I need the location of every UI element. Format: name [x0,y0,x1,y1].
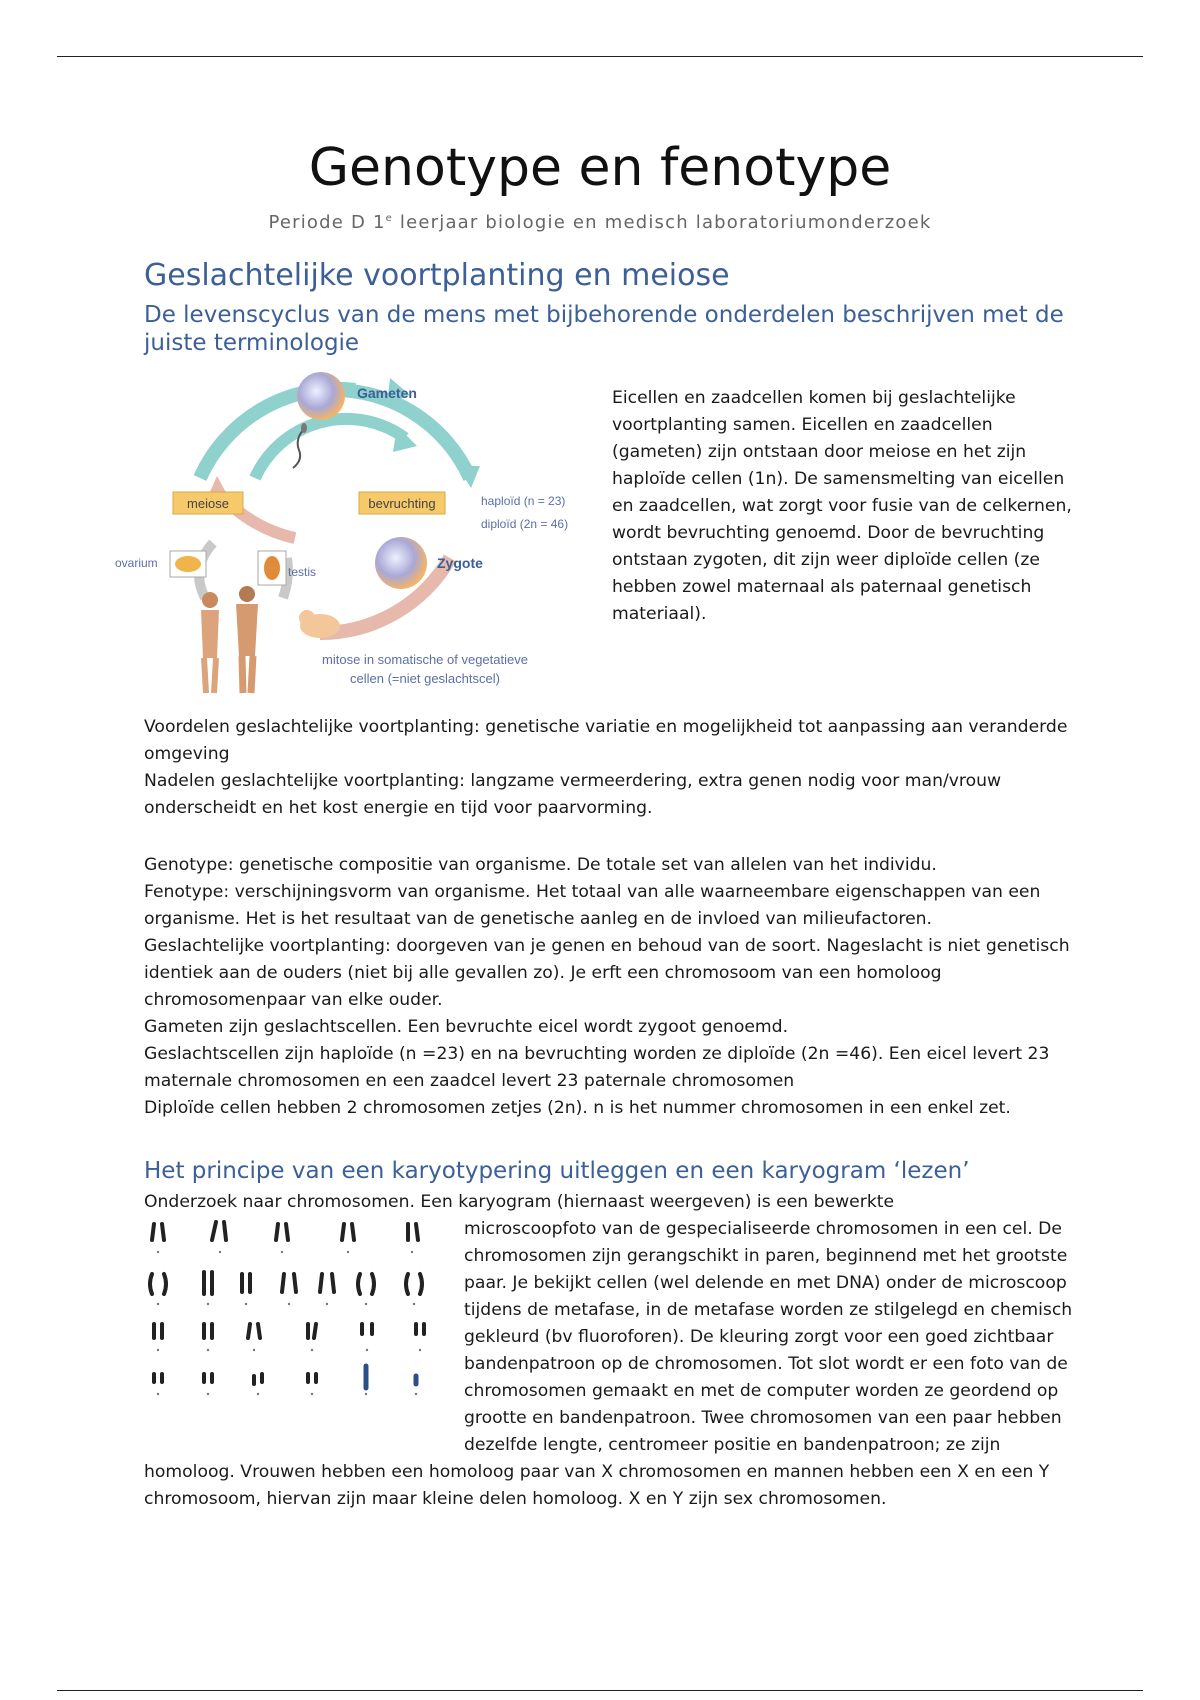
paragraph: Fenotype: verschijningsvorm van organisme. Het totaal van alle waarneembare eigenschappen van een organisme. Het is het resultaat van de genetische aanleg en de invloed van milieufactoren. [144,882,1041,929]
document-title: Genotype en fenotype [308,138,892,198]
svg-text:mitose in somatische of vegeta: mitose in somatische of vegetatieve [322,652,528,667]
zygote-cell [375,537,427,589]
definitions-block [144,852,1074,1122]
svg-text:testis: testis [288,565,317,579]
karyotype-text: microscoopfoto van de gespecialiseerde chromosomen in een cel. De chromosomen zijn gerangschikt in paren, beginnend met het grootste paar. Je bekijkt cellen (wel delende en met DNA) onder de microscoop tijdens de metafase, in de metafase worden ze stilgelegd en chemisch gekleurd (bv fluoroforen). De kleuring zorgt voor een goed zichtbaar bandenpatroon op de chromosomen. Tot slot wordt er een foto van de chromosomen gemaakt en met de computer worden ze geordend op grootte en bandenpatroon. Twee chromosomen van een paar hebben dezelfde lengte, centromeer positie en bandenpatroon; ze zijn homoloog. Vrouwen hebben een homoloog paar van X chromosomen en mannen hebben een X en een Y chromosoom, hiervan zijn maar kleine delen homoloog. X en Y zijn sex chromosomen. [144,1219,1073,1509]
pros-cons-block [144,714,1074,822]
section-heading-meiose: Geslachtelijke voortplanting en meiose [144,258,730,293]
svg-text:bevruchting: bevruchting [368,496,436,511]
paragraph: Genotype: genetische compositie van organisme. De totale set van allelen van het individu. [144,855,937,875]
paragraph: Voordelen geslachtelijke voortplanting: genetische variatie en mogelijkheid tot aanpassing aan veranderde omgeving [144,717,1068,764]
lifecycle-description: Eicellen en zaadcellen komen bij geslachtelijke voortplanting samen. Eicellen en zaadcellen (gameten) zijn ontstaan door meiose en het zijn haploïde cellen (1n). De samensmelting van eicellen en zaadcellen, wat zorgt voor fusie van de celkernen, wordt bevruchting genoemd. Door de bevruchting ontstaan zygoten, dit zijn weer diploïde cellen (ze hebben zowel maternaal als paternaal genetisch materiaal). [612,388,1072,624]
gameten-cell [297,372,345,420]
arrowhead [457,466,480,488]
svg-text:ovarium: ovarium [115,556,158,570]
svg-text:cellen (=niet geslachtscel): cellen (=niet geslachtscel) [350,671,500,686]
svg-text:meiose: meiose [187,496,229,511]
section-subheading-levenscyclus: De levenscyclus van de mens met bijbehorende onderdelen beschrijven met de juiste terminologie [144,302,1064,356]
karyotype-intro: Onderzoek naar chromosomen. Een karyogram (hiernaast weergeven) is een bewerkte [144,1192,895,1212]
inner-cycle-arrow [255,419,405,478]
paragraph: Diploïde cellen hebben 2 chromosomen zetjes (2n). n is het nummer chromosomen in een enkel zet. [144,1098,1011,1118]
woman-figure [201,592,219,693]
section-heading-karyotypering: Het principe van een karyotypering uitleggen en een karyogram ‘lezen’ [144,1158,970,1184]
document-subtitle: Periode D 1e leerjaar biologie en medisch laboratoriumonderzoek [268,212,932,233]
paragraph: Geslachtscellen zijn haploïde (n =23) en na bevruchting worden ze diploïde (2n =46). Een eicel levert 23 maternale chromosomen en een zaadcel levert 23 paternale chromosomen [144,1044,1050,1091]
lifecycle-figure [105,368,595,698]
paragraph: Gameten zijn geslachtscellen. Een bevruchte eicel wordt zygoot genoemd. [144,1017,789,1037]
paragraph: Nadelen geslachtelijke voortplanting: langzame vermeerdering, extra genen nodig voor man/vrouw onderscheidt en het kost energie en tijd voor paarvorming. [144,771,1002,818]
header-rule [57,56,1143,57]
karyogram-figure [144,1216,464,1434]
svg-text:haploïd (n = 23): haploïd (n = 23) [481,494,566,508]
man-figure [236,586,258,693]
svg-text:Zygote: Zygote [437,555,483,571]
footer-rule [57,1690,1143,1691]
paragraph: Geslachtelijke voortplanting: doorgeven van je genen en behoud van de soort. Nageslacht is niet genetisch identiek aan de ouders (niet bij alle gevallen zo). Je erft een chromosoom van een homoloog chromosomenpaar van elke ouder. [144,936,1070,1010]
gameten-label: Gameten [357,385,417,401]
svg-text:diploïd (2n = 46): diploïd (2n = 46) [481,517,569,531]
arrowhead [393,426,417,452]
karyotype-block [144,1189,1074,1513]
